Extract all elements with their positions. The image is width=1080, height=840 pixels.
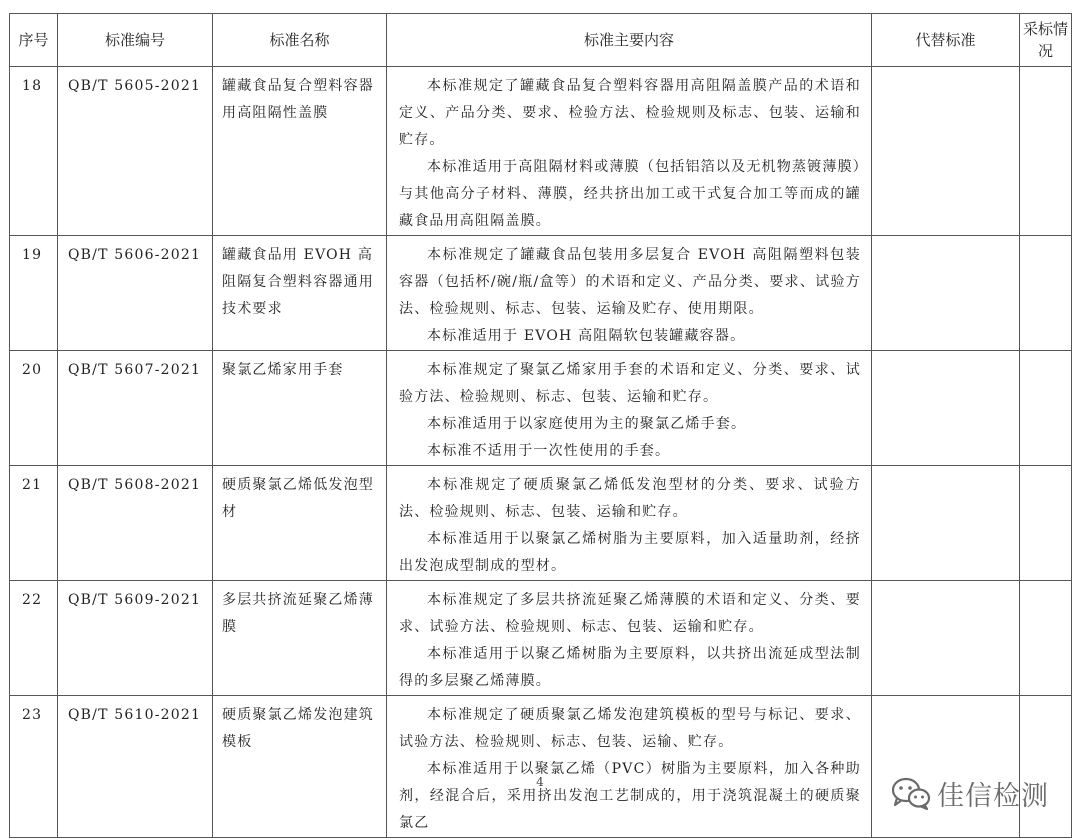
content-paragraph: 本标准规定了罐藏食品复合塑料容器用高阻隔盖膜产品的术语和定义、产品分类、要求、检验方法、检验规则及标志、包装、运输和贮存。	[399, 78, 861, 148]
page-number: 4	[536, 775, 544, 789]
standard-name: 硬质聚氯乙烯发泡建筑模板	[213, 696, 387, 838]
wechat-icon	[891, 777, 931, 811]
standard-name: 硬质聚氯乙烯低发泡型材	[213, 466, 387, 581]
row-number: 22	[10, 581, 58, 696]
content-paragraph: 本标准规定了硬质聚氯乙烯发泡建筑模板的型号与标记、要求、试验方法、检验规则、标志、包装、运输、贮存。	[399, 707, 861, 750]
header-standard-name: 标准名称	[213, 14, 387, 67]
header-serial-number: 序号	[10, 14, 58, 67]
standard-name: 聚氯乙烯家用手套	[213, 351, 387, 466]
standard-content	[387, 236, 872, 351]
adoption-status	[1020, 696, 1072, 838]
adoption-status	[1020, 466, 1072, 581]
standard-code: QB/T 5608-2021	[58, 466, 213, 581]
replaced-standard	[872, 67, 1020, 236]
table-header-row	[10, 14, 1072, 67]
standard-code: QB/T 5606-2021	[58, 236, 213, 351]
standard-content	[387, 351, 872, 466]
standard-content	[387, 581, 872, 696]
content-paragraph: 本标准适用于以聚氯乙烯（PVC）树脂为主要原料，加入各种助剂，经混合后，采用挤出发泡工艺制成的，用于浇筑混凝土的硬质聚氯乙	[399, 761, 861, 831]
standard-content	[387, 696, 872, 838]
standards-table	[9, 13, 1072, 838]
adoption-status	[1020, 236, 1072, 351]
watermark-text: 佳信检测	[937, 781, 1049, 812]
content-paragraph: 本标准适用于以家庭使用为主的聚氯乙烯手套。	[427, 416, 747, 432]
table-row	[10, 581, 1072, 696]
adoption-status	[1020, 351, 1072, 466]
table-row	[10, 236, 1072, 351]
header-standard-code: 标准编号	[58, 14, 213, 67]
replaced-standard	[872, 581, 1020, 696]
standard-code: QB/T 5609-2021	[58, 581, 213, 696]
standard-code: QB/T 5607-2021	[58, 351, 213, 466]
content-paragraph: 本标准规定了硬质聚氯乙烯低发泡型材的分类、要求、试验方法、检验规则、标志、包装、运输和贮存。	[399, 477, 861, 520]
standard-code: QB/T 5605-2021	[58, 67, 213, 236]
table-row	[10, 466, 1072, 581]
header-replaced-standard: 代替标准	[872, 14, 1020, 67]
content-paragraph: 本标准适用于以聚氯乙烯树脂为主要原料，加入适量助剂，经挤出发泡成型制成的型材。	[399, 531, 861, 574]
replaced-standard	[872, 466, 1020, 581]
content-paragraph: 本标准规定了罐藏食品包装用多层复合 EVOH 高阻隔塑料包装容器（包括杯/碗/瓶/盒等）的术语和定义、产品分类、要求、试验方法、检验规则、标志、包装、运输及贮存、使用期限。	[399, 247, 861, 317]
table-row	[10, 696, 1072, 838]
row-number: 23	[10, 696, 58, 838]
standard-content	[387, 466, 872, 581]
standard-name: 多层共挤流延聚乙烯薄膜	[213, 581, 387, 696]
row-number: 18	[10, 67, 58, 236]
content-paragraph: 本标准不适用于一次性使用的手套。	[427, 443, 671, 459]
table-row	[10, 67, 1072, 236]
standard-content	[387, 67, 872, 236]
replaced-standard	[872, 351, 1020, 466]
content-paragraph: 本标准适用于 EVOH 高阻隔软包装罐藏容器。	[427, 328, 746, 344]
content-paragraph: 本标准规定了聚氯乙烯家用手套的术语和定义、分类、要求、试验方法、检验规则、标志、包装、运输和贮存。	[399, 362, 861, 405]
standard-name: 罐藏食品用 EVOH 高阻隔复合塑料容器通用技术要求	[213, 236, 387, 351]
table-row	[10, 351, 1072, 466]
row-number: 19	[10, 236, 58, 351]
standard-code: QB/T 5610-2021	[58, 696, 213, 838]
watermark	[891, 774, 1049, 813]
content-paragraph: 本标准适用于高阻隔材料或薄膜（包括铝箔以及无机物蒸镀薄膜）与其他高分子材料、薄膜，经共挤出加工或干式复合加工等而成的罐藏食品用高阻隔盖膜。	[399, 159, 861, 229]
content-paragraph: 本标准规定了多层共挤流延聚乙烯薄膜的术语和定义、分类、要求、试验方法、检验规则、标志、包装、运输和贮存。	[399, 592, 861, 635]
row-number: 21	[10, 466, 58, 581]
adoption-status	[1020, 581, 1072, 696]
content-paragraph: 本标准适用于以聚乙烯树脂为主要原料，以共挤出流延成型法制得的多层聚乙烯薄膜。	[399, 646, 861, 689]
header-main-content: 标准主要内容	[387, 14, 872, 67]
replaced-standard	[872, 236, 1020, 351]
header-adoption-status: 采标情况	[1020, 14, 1072, 67]
adoption-status	[1020, 67, 1072, 236]
row-number: 20	[10, 351, 58, 466]
replaced-standard	[872, 696, 1020, 838]
standard-name: 罐藏食品复合塑料容器用高阻隔性盖膜	[213, 67, 387, 236]
